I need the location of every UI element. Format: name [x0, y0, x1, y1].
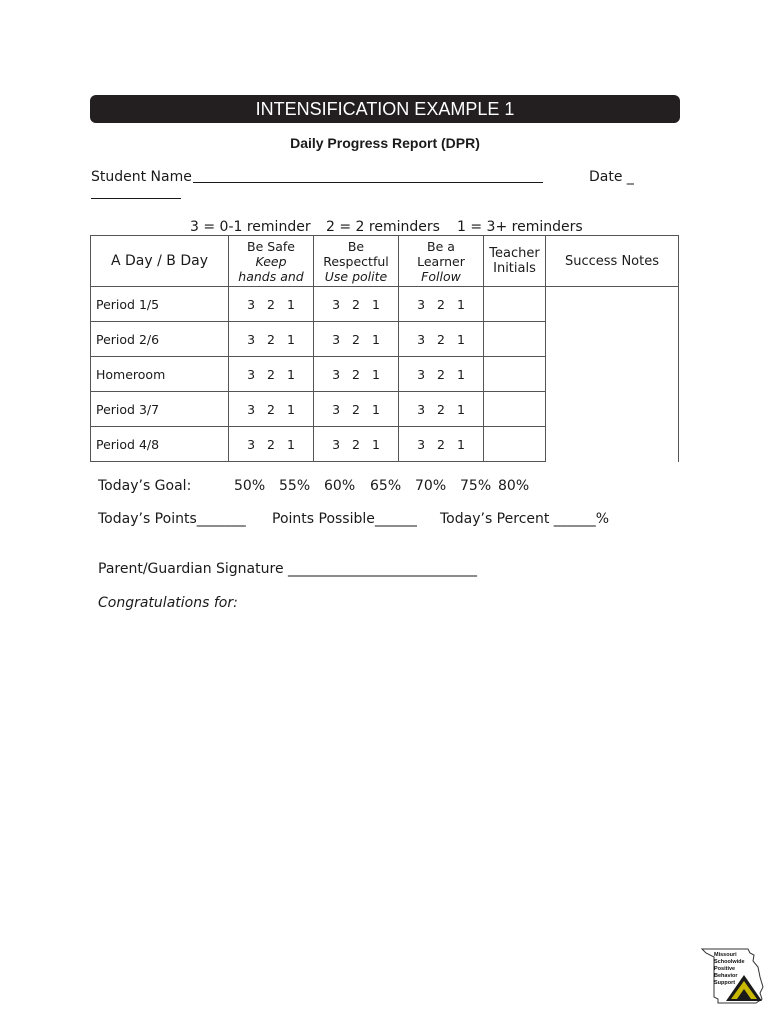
be-respectful-score-cell[interactable]: 3 2 1	[314, 322, 399, 357]
goal-option-55[interactable]: 55%	[279, 478, 311, 494]
be-respectful-score-cell[interactable]: 3 2 1	[314, 357, 399, 392]
student-name-label: Student Name	[91, 169, 192, 185]
banner-title-text: INTENSIFICATION EXAMPLE 1	[255, 98, 515, 119]
be-a-learner-score-cell[interactable]: 3 2 1	[399, 357, 484, 392]
goal-option-80[interactable]: 80%	[498, 478, 530, 494]
header-success-notes: Success Notes	[546, 236, 679, 287]
legend-three: 3 = 0-1 reminder	[190, 219, 311, 235]
goal-option-70[interactable]: 70%	[415, 478, 447, 494]
header-be-respectful	[314, 236, 399, 287]
congratulations-label: Congratulations for:	[98, 595, 238, 611]
teacher-initials-cell[interactable]	[484, 287, 546, 322]
mo-swpbs-logo	[700, 947, 766, 1005]
report-title: Daily Progress Report (DPR)	[290, 135, 480, 151]
period-cell: Period 1/5	[91, 287, 229, 322]
header-be-a-learner-title: Be a	[427, 238, 455, 254]
period-cell: Period 4/8	[91, 427, 229, 462]
be-safe-score-cell[interactable]: 3 2 1	[229, 322, 314, 357]
period-cell: Period 2/6	[91, 322, 229, 357]
teacher-initials-cell[interactable]	[484, 427, 546, 462]
table-row	[91, 287, 679, 322]
header-be-a-learner-title2: Learner	[417, 253, 465, 269]
be-respectful-score-cell[interactable]: 3 2 1	[314, 392, 399, 427]
logo-line-3: Positive	[714, 966, 736, 972]
header-be-safe-title: Be Safe	[247, 238, 295, 254]
be-respectful-score-cell[interactable]: 3 2 1	[314, 287, 399, 322]
table-header-row	[91, 236, 679, 287]
be-a-learner-score-cell[interactable]: 3 2 1	[399, 287, 484, 322]
teacher-initials-cell[interactable]	[484, 357, 546, 392]
header-be-respectful-title: Be	[347, 238, 365, 254]
todays-points-field[interactable]: Today’s Points_______	[98, 511, 246, 527]
header-be-a-learner-desc: Follow	[421, 268, 461, 284]
points-possible-field[interactable]: Points Possible______	[272, 511, 417, 527]
dpr-table	[90, 235, 679, 462]
be-safe-score-cell[interactable]: 3 2 1	[229, 392, 314, 427]
logo-line-5: Support	[714, 980, 736, 986]
logo-line-1: Missouri	[714, 952, 737, 958]
header-be-respectful-desc: Use polite	[324, 268, 388, 284]
student-name-field[interactable]	[193, 170, 543, 183]
be-safe-score-cell[interactable]: 3 2 1	[229, 287, 314, 322]
teacher-initials-cell[interactable]	[484, 392, 546, 427]
header-be-respectful-title2: Respectful	[323, 253, 389, 269]
be-a-learner-score-cell[interactable]: 3 2 1	[399, 322, 484, 357]
goal-option-65[interactable]: 65%	[370, 478, 402, 494]
header-be-safe-desc2: hands and	[238, 268, 304, 284]
header-be-a-learner	[399, 236, 484, 287]
header-be-safe	[229, 236, 314, 287]
goal-option-75[interactable]: 75%	[460, 478, 492, 494]
date-field[interactable]	[91, 187, 181, 199]
parent-signature-field[interactable]: Parent/Guardian Signature ___________________________	[98, 561, 478, 577]
header-teacher: Teacher	[489, 246, 540, 261]
success-notes-cell[interactable]	[546, 287, 679, 462]
header-be-safe-desc: Keep	[255, 253, 287, 269]
be-a-learner-score-cell[interactable]: 3 2 1	[399, 392, 484, 427]
be-safe-score-cell[interactable]: 3 2 1	[229, 427, 314, 462]
header-day: A Day / B Day	[91, 236, 229, 287]
period-cell: Homeroom	[91, 357, 229, 392]
be-a-learner-score-cell[interactable]: 3 2 1	[399, 427, 484, 462]
logo-line-4: Behavior	[714, 973, 738, 979]
goal-label: Today’s Goal:	[98, 478, 192, 494]
date-label: Date _	[589, 169, 634, 185]
header-teacher-initials	[484, 236, 546, 287]
banner-title	[90, 95, 680, 123]
header-initials: Initials	[493, 261, 536, 276]
teacher-initials-cell[interactable]	[484, 322, 546, 357]
be-safe-score-cell[interactable]: 3 2 1	[229, 357, 314, 392]
period-cell: Period 3/7	[91, 392, 229, 427]
be-respectful-score-cell[interactable]: 3 2 1	[314, 427, 399, 462]
logo-line-2: Schoolwide	[714, 959, 745, 965]
goal-option-60[interactable]: 60%	[324, 478, 356, 494]
goal-option-50[interactable]: 50%	[234, 478, 266, 494]
legend-one: 1 = 3+ reminders	[457, 219, 583, 235]
todays-percent-field[interactable]: Today’s Percent ______%	[440, 511, 610, 527]
legend-two: 2 = 2 reminders	[326, 219, 440, 235]
